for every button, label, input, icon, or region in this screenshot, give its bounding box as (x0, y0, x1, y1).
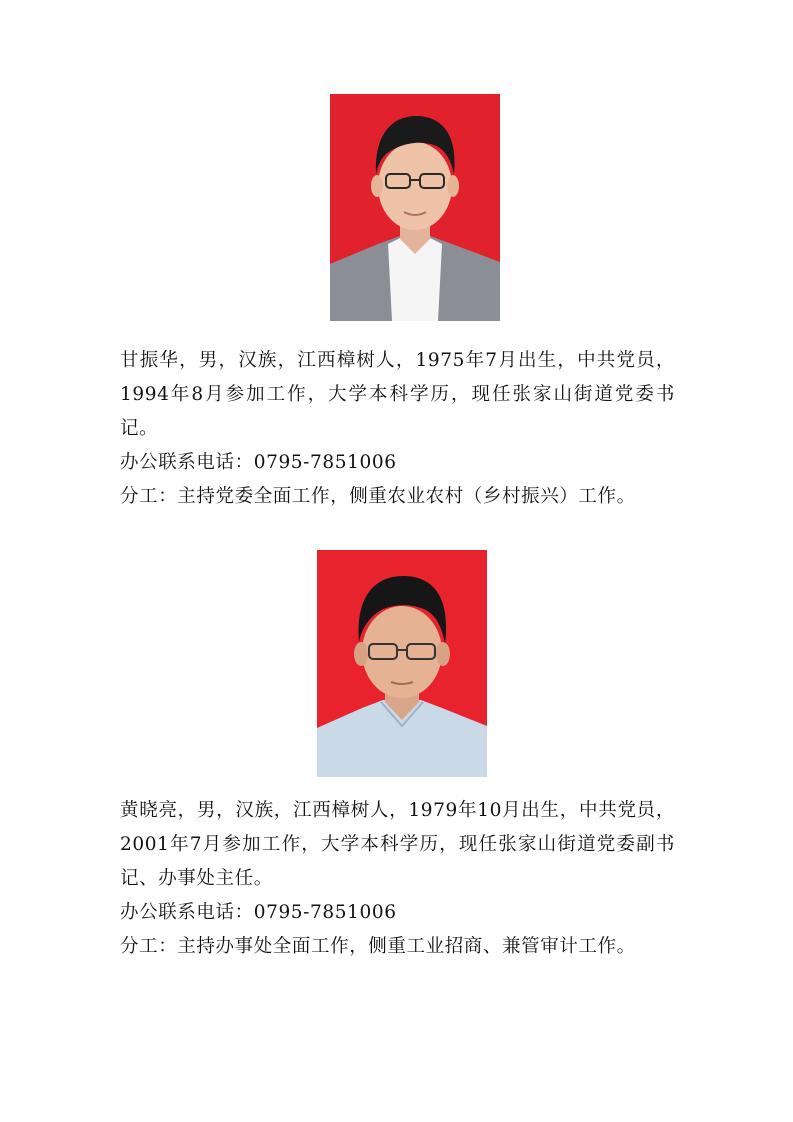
phone-line: 办公联系电话：0795-7851006 (120, 452, 397, 473)
bio-paragraph: 黄晓亮，男，汉族，江西樟树人，1979年10月出生，中共党员，2001年7月参加工作，大学本科学历，现任张家山街道党委副书记、办事处主任。 (120, 800, 675, 889)
portrait-photo (317, 550, 487, 777)
phone-line: 办公联系电话：0795-7851006 (120, 902, 397, 923)
portrait-photo (330, 94, 500, 321)
profile-text (120, 344, 675, 514)
duty-line: 分工：主持党委全面工作，侧重农业农村（乡村振兴）工作。 (120, 486, 636, 507)
bio-paragraph: 甘振华，男，汉族，江西樟树人，1975年7月出生，中共党员，1994年8月参加工作，大学本科学历，现任张家山街道党委书记。 (120, 350, 675, 439)
profile-text (120, 794, 675, 964)
duty-line: 分工：主持办事处全面工作，侧重工业招商、兼管审计工作。 (120, 936, 636, 957)
